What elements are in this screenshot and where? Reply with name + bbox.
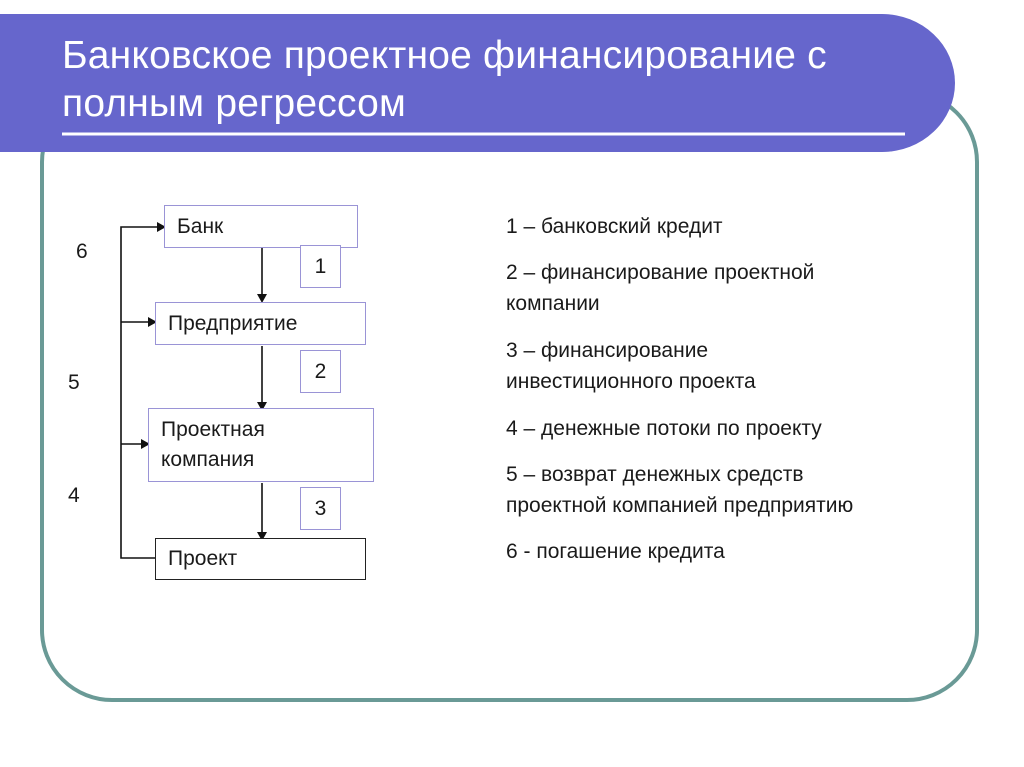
legend-item-5-line-2: проектной компанией предприятию <box>506 494 854 517</box>
legend-item-2 <box>506 257 976 319</box>
node-bank <box>164 205 358 248</box>
node-project-label: Проект <box>168 547 238 570</box>
flow-number-1: 1 <box>300 245 341 288</box>
flow-number-2: 2 <box>300 350 341 393</box>
return-number-5: 5 <box>68 371 80 394</box>
node-project-company <box>148 408 374 482</box>
legend-item-6 <box>506 536 976 567</box>
node-project-company-label-2: компания <box>161 448 255 471</box>
node-project <box>155 538 366 580</box>
flow-number-3: 3 <box>300 487 341 530</box>
legend-item-2-line-1: 2 – финансирование проектной <box>506 261 815 284</box>
slide-title-line-2: полным регрессом <box>62 82 407 125</box>
legend-item-3-line-2: инвестиционного проекта <box>506 370 756 393</box>
legend-item-5-line-1: 5 – возврат денежных средств <box>506 463 804 486</box>
legend-item-6-line-1: 6 - погашение кредита <box>506 540 725 563</box>
legend-item-4 <box>506 413 976 444</box>
slide-title-line-1: Банковское проектное финансирование с <box>62 34 827 77</box>
legend-item-1 <box>506 211 976 242</box>
legend-item-5 <box>506 459 976 521</box>
return-number-4: 4 <box>68 484 80 507</box>
legend-item-4-line-1: 4 – денежные потоки по проекту <box>506 417 822 440</box>
return-number-6: 6 <box>76 240 88 263</box>
node-enterprise-label: Предприятие <box>168 311 298 335</box>
legend-item-3 <box>506 335 976 397</box>
legend-item-3-line-1: 3 – финансирование <box>506 339 709 362</box>
node-project-company-label-1: Проектная <box>161 418 265 441</box>
legend-item-1-line-1: 1 – банковский кредит <box>506 215 723 238</box>
legend-item-2-line-2: компании <box>506 292 600 315</box>
node-bank-label: Банк <box>177 214 224 238</box>
node-enterprise <box>155 302 366 345</box>
